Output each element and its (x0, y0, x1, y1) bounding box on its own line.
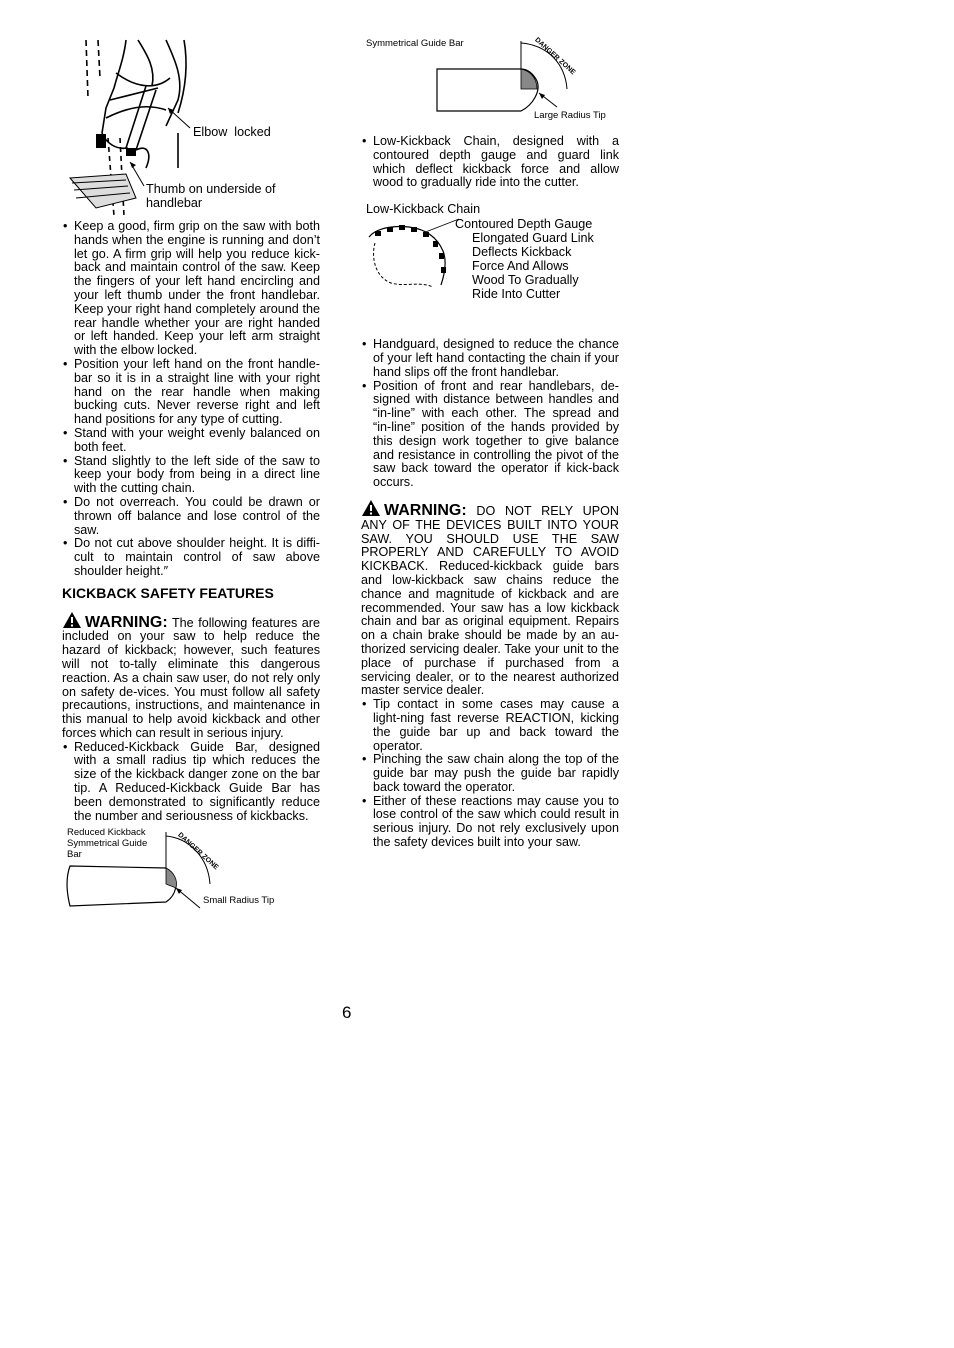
chain-drawing (361, 217, 471, 307)
left-column (62, 220, 320, 823)
page-number: 6 (342, 1003, 352, 1022)
warning-word: WARNING: (85, 613, 168, 631)
warning-text: DO NOT RELY UPON ANY OF THE DEVICES BUILT INTO YOUR SAW. YOU SHOULD USE THE SAW PROPERLY AND CAREFULLY TO AVOID KICKBACK. Reduced-kickback guide bars and low-kickback saw chains reduce the chance and magnitude of kickback and are recommended. Your saw has a low kickback chain and bar as original equipment. Repairs on a chain brake should be made by an au-thorized servicing dealer. Take your unit to the place of purchase if purchased from a servicing dealer, or to the nearest authorized master service dealer. (361, 503, 619, 698)
symmetrical-bar-figure (361, 33, 621, 125)
bullet-item: • Stand slightly to the left side of the saw to keep your body from being in a direct line with the cutting chain. (62, 455, 320, 496)
bullet-item: • Low-Kickback Chain, designed with a contoured depth gauge and guard link which deflect kickback force and allow wood to gradually ride into the cutter. (361, 135, 619, 190)
large-radius-tip-label: Large Radius Tip (534, 110, 606, 121)
label-elbow-locked: Elbow locked (193, 125, 271, 139)
label-thumb: Thumb on underside of handlebar (146, 182, 276, 210)
chain-label-4: Force And Allows (472, 259, 569, 274)
warning-text: The following features are included on your saw to help reduce the hazard of kickback; however, such features will not to-tally eliminate this dangerous reaction. As a chain saw user, do not rely only on safety de-vices. You must follow all safety precautions, instructions, and maintenance in this manual to help avoid kickback and other forces which can result in serious injury. (62, 615, 320, 740)
warning-block-1 (62, 611, 320, 741)
reduced-bar-label: Reduced Kickback Symmetrical Guide Bar (67, 827, 148, 860)
warning-triangle-icon (361, 499, 381, 517)
handguard-bullet-list (361, 338, 619, 490)
bullet-item: • Keep a good, firm grip on the saw with both hands when the engine is running and don’t let go. A firm grip will help you reduce kick-back and maintain control of the saw. Keep the fingers of your left hand encircling and your left thumb under the front handlebar. Keep your right hand completely around the rear handle whether your are right handed or left handed. Keep your left arm straight with the elbow locked. (62, 220, 320, 358)
bullet-item: • Do not overreach. You could be drawn or thrown off balance and lose control of the saw. (62, 496, 320, 537)
kickback-heading: KICKBACK SAFETY FEATURES (62, 584, 274, 601)
chain-label-2: Elongated Guard Link (472, 231, 594, 246)
reduced-kickback-bar-figure (62, 822, 322, 917)
bullet-item: • Tip contact in some cases may cause a light-ning fast reverse REACTION, kicking the guide bar up and back toward the operator. (361, 698, 619, 753)
bullet-item: • Position of front and rear handlebars, de-signed with distance between handles and “in-line” with each other. The spread and “in-line” position of the hands provided by this design work together to give balance and resistance in controlling the pivot of the saw back toward the operator if kick-back occurs. (361, 380, 619, 490)
danger-zone-label: DANGER ZONE (176, 831, 220, 872)
reduced-bar-drawing (62, 822, 322, 917)
grip-bullet-list (62, 220, 320, 579)
small-radius-tip-label: Small Radius Tip (203, 895, 275, 906)
low-kickback-chain-figure (361, 203, 619, 325)
symmetrical-bar-label: Symmetrical Guide Bar (366, 38, 464, 49)
bullet-item: • Reduced-Kickback Guide Bar, designed with a small radius tip which reduces the size of the kickback danger zone on the bar tip. A Reduced-Kickback Guide Bar has been demonstrated to significantly reduce the number and seriousness of kickbacks. (62, 741, 320, 824)
chain-label-6: Ride Into Cutter (472, 287, 561, 302)
bullet-item: • Pinching the saw chain along the top of the guide bar may push the guide bar rapidly back toward the operator. (361, 753, 619, 794)
right-column (361, 135, 619, 850)
chain-figure-title: Low-Kickback Chain (366, 202, 481, 217)
chain-label-5: Wood To Gradually (472, 273, 579, 288)
chain-label-1: Contoured Depth Gauge (455, 217, 593, 232)
chain-bullet-list (361, 135, 619, 190)
warning-block-2 (361, 499, 619, 698)
warning-word: WARNING: (384, 501, 467, 519)
danger-zone-label: DANGER ZONE (533, 36, 577, 77)
warning-triangle-icon (62, 611, 82, 629)
bullet-item: • Stand with your weight evenly balanced on both feet. (62, 427, 320, 455)
bullet-item: • Do not cut above shoulder height. It is diffi-cult to maintain control of saw above shoulder height.″ (62, 537, 320, 578)
bullet-item: • Position your left hand on the front handle-bar so it is in a straight line with your right hand on the rear handle when making bucking cuts. Never reverse right and left hand positions for any type of cutting. (62, 358, 320, 427)
bullet-item: • Handguard, designed to reduce the chance of your left hand contacting the chain if your hand slips off the front handlebar. (361, 338, 619, 379)
bullet-item: • Either of these reactions may cause you to lose control of the saw which could result in serious injury. Do not rely exclusively upon the safety devices built into your saw. (361, 795, 619, 850)
guide-bar-bullet-list (62, 741, 320, 824)
chain-label-3: Deflects Kickback (472, 245, 572, 260)
reaction-bullet-list (361, 698, 619, 850)
